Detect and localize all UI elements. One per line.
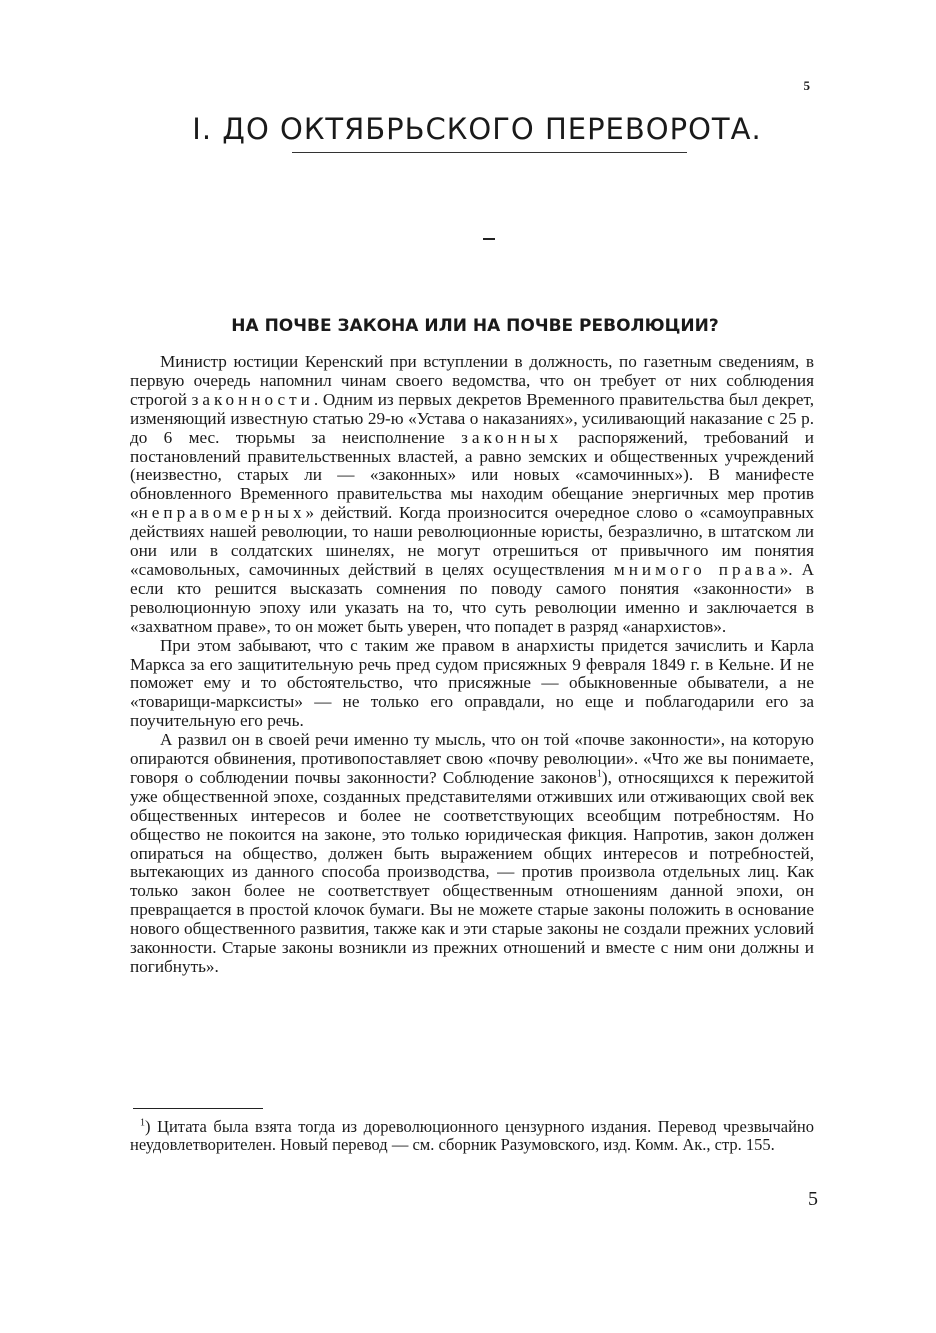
footnote-body: ) Цитата была взята тогда из дореволюционного цензурного издания. Перевод чрезвычайно неудовлетворителен. Новый перевод — см. сборник Разумовского, изд. Комм. Ак., стр. 155. [130, 1117, 814, 1154]
emphasis-unlawful: неправомерных [138, 503, 306, 523]
page-number: 5 [808, 1188, 818, 1210]
paragraph-1-part-g: » действий. Когда произносится очередное слово о «самоуправных действиях нашей революции, то наши революционные юристы, безразлично, в штатском ли они или в солдатских шинелях, не могут отрешиться от привычного им понятия «самовольных, самочинных действий в целях осуществления [130, 503, 814, 579]
emphasis-lawful: законных [461, 427, 563, 447]
footnote-text [130, 1118, 814, 1154]
paragraph-3 [130, 731, 814, 977]
emphasis-legality: законности [191, 389, 314, 409]
footnote-rule [133, 1108, 263, 1109]
emphasis-imaginary-right: мнимого права [613, 559, 780, 579]
paragraph-1-part-c: . Одним из первых декретов Временного правительства был декрет, изменяющий известную статью 29-ю «Устава о наказаниях», усиливающий наказание с 25 р. до 6 мес. тюрьмы за неисполнение [130, 389, 814, 447]
body-text [130, 353, 814, 977]
footnote-reference[interactable]: 1 [596, 768, 602, 780]
chapter-title-rule [292, 152, 687, 153]
paragraph-1-part-e: распоряжений, требований и постановлений правительственных властей, а равно земских и общественных учреждений (неизвестно, старых ли — «законных» или новых «самочинных»). В манифесте обновленного Временного правительства мы находим обещание энергичных мер против « [130, 427, 814, 523]
paragraph-1-part-a: Министр юстиции Керенский при вступлении в должность, по газетным сведениям, в первую очередь напомнил чинам своего ведомства, что он требует от них соблюдения строгой [130, 352, 814, 409]
page-top-mark: 5 [803, 78, 810, 93]
dash-mark [483, 238, 495, 240]
paragraph-2: При этом забывают, что с таким же правом в анархисты придется зачислить и Карла Маркса за его защитительную речь пред судом присяжных 9 февраля 1849 г. в Кельне. И не поможет ему и то обстоятельство, что присяжные — обыкновенные обыватели, а не «товарищи-марксисты» — не только его оправдали, но еще и поблагодарили его за поучительную его речь. [130, 635, 814, 731]
paragraph-3-part-b: ), относящихся к пережитой уже общественной эпохе, созданных представителями отживших или отживающих свой век общественных интересов и более не соответствующих всеобщим потребностям. Но общество не покоится на законе, это только юридическая фикция. Напротив, закон должен опираться на общество, должен быть выражением общих интересов и потребностей, вытекающих из данного способа производства, — против произвола отдельных лиц. Как только закон более не соответствует общественным отношениям данной эпохи, он превращается в простой клочок бумаги. Вы не можете старые законы положить в основание нового общественного развития, также как и эти старые законы не создали прежних условий законности. Старые законы возникли из прежних отношений и вместе с ним они должны и погибнуть». [130, 767, 814, 976]
footnote [130, 1118, 814, 1154]
paragraph-1-part-i: ». А если кто решится высказать сомнения по поводу самого понятия «законности» в революционную эпоху или указать на то, что суть революции именно и заключается в «захватном праве», то он может быть уверен, что попадет в разряд «анархистов». [130, 559, 814, 636]
paragraph-1 [130, 353, 814, 637]
paragraph-3-part-a: А развил он в своей речи именно ту мысль, что он той «почве законности», на которую опираются обвинения, противопоставляет свою «почву революции». «Что же вы понимаете, говоря о соблюдении почвы законности? Соблюдение законов [130, 730, 814, 787]
section-title: НА ПОЧВЕ ЗАКОНА ИЛИ НА ПОЧВЕ РЕВОЛЮЦИИ? [231, 316, 719, 336]
footnote-marker: 1 [140, 1117, 145, 1129]
chapter-title: I. ДО ОКТЯБРЬСКОГО ПЕРЕВОРОТА. [192, 112, 762, 146]
